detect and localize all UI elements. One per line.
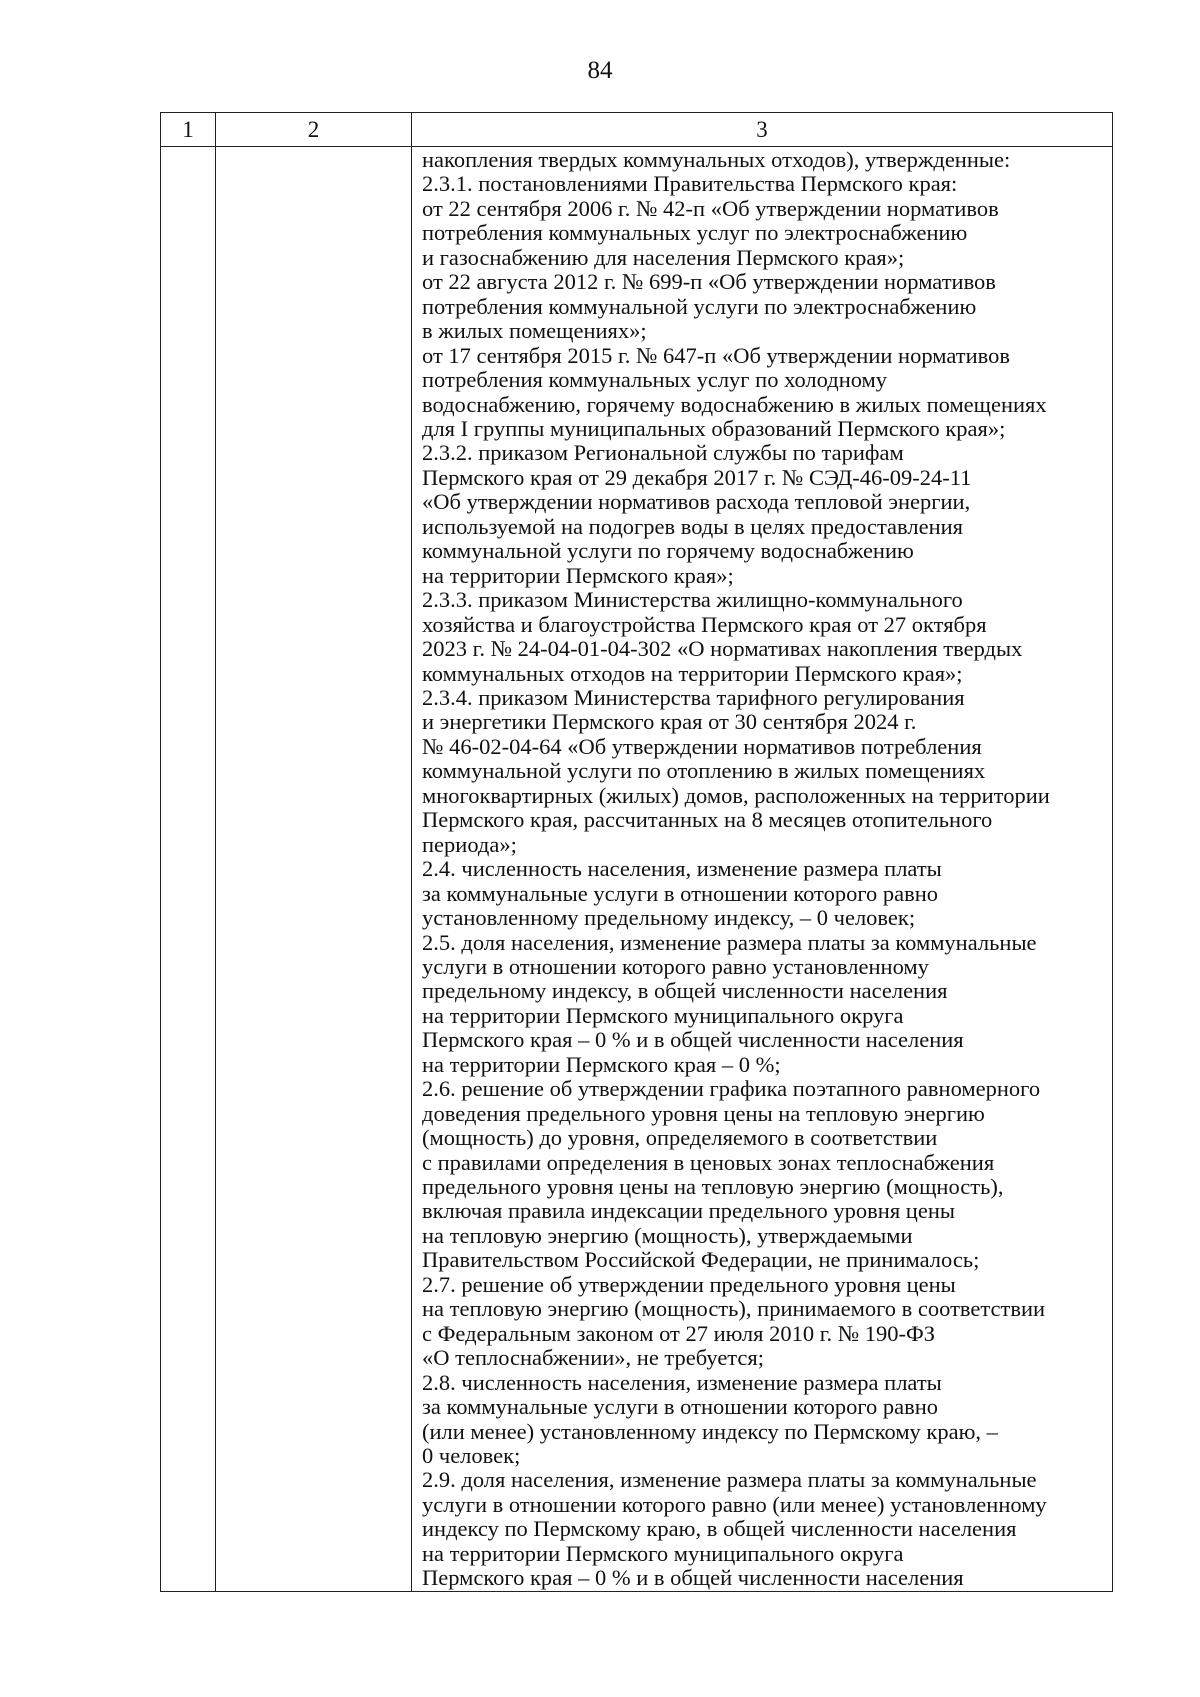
text-line: водоснабжению, горячему водоснабжению в жилых помещениях xyxy=(422,392,1047,417)
text-line: Правительством Российской Федерации, не принималось; xyxy=(422,1248,980,1273)
text-line: накопления твердых коммунальных отходов), утвержденные: xyxy=(422,148,1011,172)
text-line: установленному предельному индексу, – 0 человек; xyxy=(422,906,916,931)
text-line: на тепловую энергию (мощность), принимаемого в соответствии xyxy=(422,1297,1046,1322)
text-line: с правилами определения в ценовых зонах теплоснабжения xyxy=(422,1150,995,1175)
text-line: 2.7. решение об утверждении предельного уровня цены xyxy=(422,1272,956,1297)
text-line: для I группы муниципальных образований Пермского края»; xyxy=(422,416,1006,441)
column-header-3: 3 xyxy=(412,113,1113,147)
text-line: (или менее) установленному индексу по Пермскому краю, – xyxy=(422,1419,998,1444)
document-table xyxy=(160,112,1113,1592)
column-1-cell xyxy=(161,147,216,1592)
text-line: «Об утверждении нормативов расхода тепловой энергии, xyxy=(422,490,971,515)
text-line: 2.3.1. постановлениями Правительства Пермского края: xyxy=(422,172,958,197)
text-line: Пермского края, рассчитанных на 8 месяцев отопительного xyxy=(422,808,993,833)
column-3-cell xyxy=(412,147,1113,1592)
column-2-cell xyxy=(216,147,412,1592)
text-line: на территории Пермского края – 0 %; xyxy=(422,1052,781,1077)
text-line: № 46-02-04-64 «Об утверждении нормативов потребления xyxy=(422,734,982,759)
page-number: 84 xyxy=(587,57,613,84)
text-line: индексу по Пермскому краю, в общей численности населения xyxy=(422,1517,1017,1542)
text-line: Пермского края от 29 декабря 2017 г. № СЭД-46-09-24-11 xyxy=(422,465,972,490)
text-line: предельному индексу, в общей численности населения xyxy=(422,979,948,1004)
text-line: за коммунальные услуги в отношении которого равно xyxy=(422,1395,939,1420)
text-line: на тепловую энергию (мощность), утверждаемыми xyxy=(422,1223,913,1248)
text-line: услуги в отношении которого равно (или менее) установленному xyxy=(422,1492,1047,1517)
text-line: потребления коммунальных услуг по холодному xyxy=(422,368,888,393)
column-3-text xyxy=(412,147,1112,1591)
text-line: коммунальной услуги по отоплению в жилых помещениях xyxy=(422,759,986,784)
text-line: используемой на подогрев воды в целях предоставления xyxy=(422,514,964,539)
text-line: и энергетики Пермского края от 30 сентября 2024 г. xyxy=(422,710,917,735)
text-line: доведения предельного уровня цены на тепловую энергию xyxy=(422,1101,985,1126)
text-line: предельного уровня цены на тепловую энергию (мощность), xyxy=(422,1175,1004,1200)
text-line: услуги в отношении которого равно установленному xyxy=(422,954,929,979)
text-line: Пермского края – 0 % и в общей численности населения xyxy=(422,1566,964,1591)
text-line: от 22 августа 2012 г. № 699-п «Об утверждении нормативов xyxy=(422,270,996,295)
text-line: и газоснабжению для населения Пермского края»; xyxy=(422,245,905,270)
text-line: с Федеральным законом от 27 июля 2010 г. № 190-ФЗ xyxy=(422,1321,936,1346)
text-line: включая правила индексации предельного уровня цены xyxy=(422,1199,955,1224)
text-line: от 22 сентября 2006 г. № 42-п «Об утверждении нормативов xyxy=(422,196,999,221)
text-line: потребления коммунальной услуги по электроснабжению xyxy=(422,294,977,319)
text-line: 0 человек; xyxy=(422,1444,521,1469)
text-line: коммунальных отходов на территории Пермского края»; xyxy=(422,661,963,686)
text-line: 2023 г. № 24-04-01-04-302 «О нормативах накопления твердых xyxy=(422,637,1023,662)
text-line: на территории Пермского муниципального округа xyxy=(422,1541,904,1566)
text-line: периода»; xyxy=(422,832,517,857)
text-line: 2.8. численность населения, изменение размера платы xyxy=(422,1370,942,1395)
text-line: в жилых помещениях»; xyxy=(422,319,647,344)
text-line: хозяйства и благоустройства Пермского края от 27 октября xyxy=(422,612,987,637)
text-line: за коммунальные услуги в отношении которого равно xyxy=(422,881,939,906)
column-header-1: 1 xyxy=(161,113,216,147)
text-line: «О теплоснабжении», не требуется; xyxy=(422,1346,765,1371)
column-header-2: 2 xyxy=(216,113,412,147)
table-header-row xyxy=(161,113,1113,147)
text-line: (мощность) до уровня, определяемого в соответствии xyxy=(422,1126,938,1151)
text-line: коммунальной услуги по горячему водоснабжению xyxy=(422,539,914,564)
text-line: на территории Пермского муниципального округа xyxy=(422,1003,904,1028)
text-line: 2.3.3. приказом Министерства жилищно-коммунального xyxy=(422,588,963,613)
text-line: потребления коммунальных услуг по электроснабжению xyxy=(422,221,968,246)
table-row xyxy=(161,147,1113,1592)
text-line: многоквартирных (жилых) домов, расположенных на территории xyxy=(422,783,1050,808)
text-line: от 17 сентября 2015 г. № 647-п «Об утверждении нормативов xyxy=(422,343,1010,368)
text-line: на территории Пермского края»; xyxy=(422,563,734,588)
text-line: 2.9. доля населения, изменение размера платы за коммунальные xyxy=(422,1468,1037,1493)
text-line: Пермского края – 0 % и в общей численности населения xyxy=(422,1028,964,1053)
text-line: 2.3.2. приказом Региональной службы по тарифам xyxy=(422,441,904,466)
text-line: 2.3.4. приказом Министерства тарифного регулирования xyxy=(422,685,965,710)
text-line: 2.6. решение об утверждении графика поэтапного равномерного xyxy=(422,1077,1041,1102)
text-line: 2.5. доля населения, изменение размера платы за коммунальные xyxy=(422,930,1037,955)
text-line: 2.4. численность населения, изменение размера платы xyxy=(422,857,942,882)
